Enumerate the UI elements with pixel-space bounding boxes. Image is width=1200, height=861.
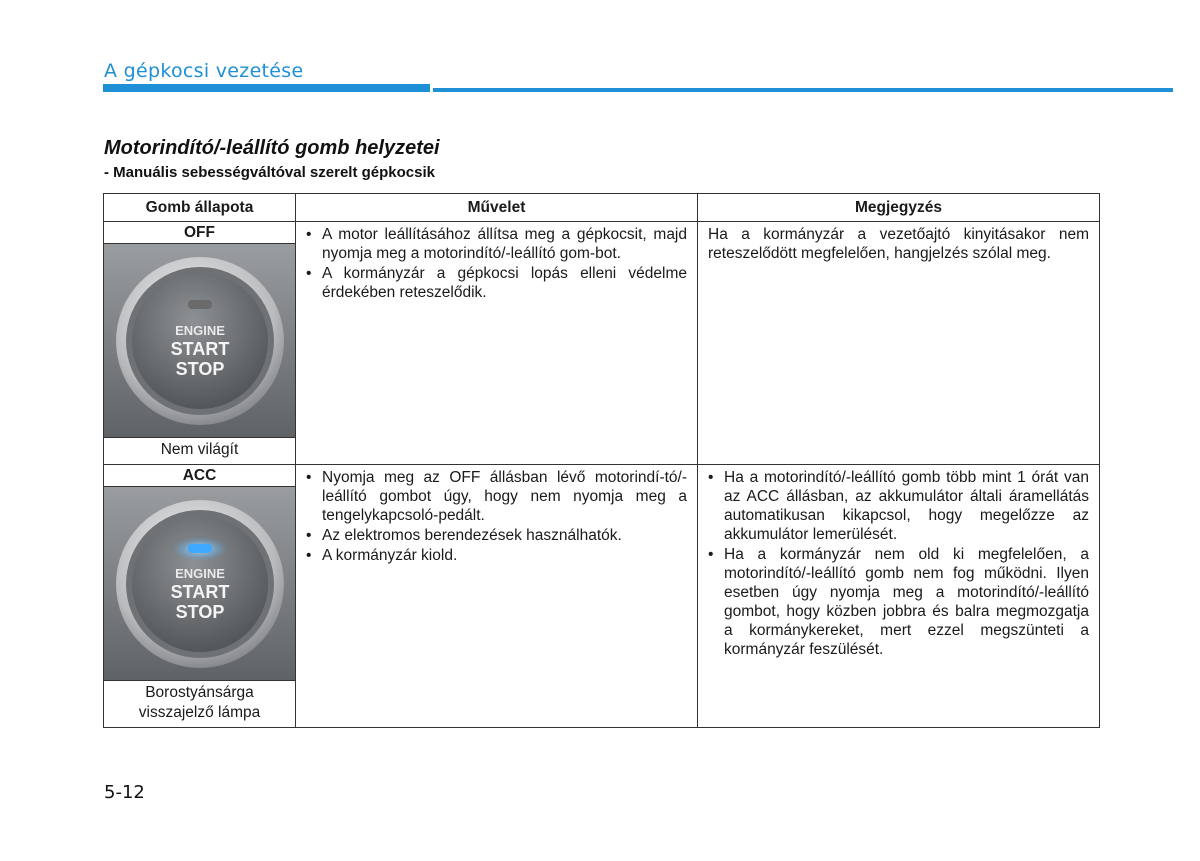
indicator-lamp-off	[188, 300, 212, 309]
engine-start-stop-button-off-image	[104, 244, 295, 438]
button-line-2-off: START	[170, 339, 230, 359]
action-off-1: A motor leállításához állítsa meg a gépkocsit, majd nyomja meg a motorindító/-leállító gom-bot.	[322, 226, 687, 262]
page-number: 5-12	[104, 782, 145, 803]
action-off-2: A kormányzár a gépkocsi lopás elleni védelme érdekében reteszelődik.	[322, 265, 687, 301]
note-cell-off	[698, 222, 1100, 465]
button-line-2-acc: START	[170, 582, 230, 602]
note-off: Ha a kormányzár a vezetőajtó kinyitásakor nem reteszelődött megfelelően, hangjelzés szólal meg.	[708, 226, 1089, 262]
action-cell-acc	[296, 465, 698, 728]
state-label-acc: ACC	[104, 465, 295, 487]
state-caption-off: Nem világít	[160, 441, 239, 458]
button-line-1-off: ENGINE	[175, 323, 225, 338]
list-item: • Nyomja meg az OFF állásban lévő motorindí-tó/-leállító gombot úgy, hogy nem nyomja meg a tengelykapcsoló-pedált.	[306, 469, 687, 524]
table-header-row	[104, 194, 1100, 222]
state-cell-off	[104, 222, 296, 465]
header-note: Megjegyzés	[698, 194, 1100, 222]
list-item: • A kormányzár kiold.	[306, 547, 458, 564]
state-caption-acc: Borostyánsárga visszajelző lámpa	[138, 684, 261, 721]
section-title: Motorindító/-leállító gomb helyzetei	[104, 137, 440, 159]
action-cell-off	[296, 222, 698, 465]
running-header: A gépkocsi vezetése	[104, 60, 304, 82]
action-acc-1: Nyomja meg az OFF állásban lévő motorindí-tó/-leállító gombot úgy, hogy nem nyomja meg a tengelykapcsoló-pedált.	[322, 469, 687, 524]
button-line-1-acc: ENGINE	[175, 566, 225, 581]
list-item: • Az elektromos berendezések használhatók.	[306, 527, 622, 544]
header-action: Művelet	[296, 194, 698, 222]
list-item: • A motor leállításához állítsa meg a gépkocsit, majd nyomja meg a motorindító/-leállító gom-bot.	[306, 226, 687, 262]
engine-button-off-icon	[104, 244, 295, 437]
action-acc-3: A kormányzár kiold.	[322, 547, 458, 564]
button-line-3-acc: STOP	[175, 602, 225, 622]
list-item: • Ha a kormányzár nem old ki megfelelően, a motorindító/-leállító gomb nem fog működni. Ilyen esetben úgy nyomja meg a motorindító/-leállító gombot, hogy közben jobbra és balra megmozgatja a kormánykereket, mert ezzel megszünteti a kormányzár feszülését.	[708, 546, 1089, 658]
header-state: Gomb állapota	[104, 194, 296, 222]
list-item: • A kormányzár a gépkocsi lopás elleni védelme érdekében reteszelődik.	[306, 265, 687, 301]
section-subtitle: - Manuális sebességváltóval szerelt gépkocsik	[104, 164, 435, 181]
action-acc-2: Az elektromos berendezések használhatók.	[322, 527, 622, 544]
table-row-off	[104, 222, 1100, 465]
state-cell-acc	[104, 465, 296, 728]
table-row-acc	[104, 465, 1100, 728]
button-line-3-off: STOP	[175, 359, 225, 379]
button-positions-table	[103, 193, 1100, 728]
header-rule-thin	[433, 88, 1173, 92]
note-acc-2: Ha a kormányzár nem old ki megfelelően, a motorindító/-leállító gomb nem fog működni. Ilyen esetben úgy nyomja meg a motorindító/-leállító gombot, hogy közben jobbra és balra megmozgatja a kormánykereket, mert ezzel megszünteti a kormányzár feszülését.	[724, 546, 1089, 658]
state-label-off: OFF	[104, 222, 295, 244]
header-rule-thick	[103, 84, 430, 92]
indicator-lamp-acc	[188, 544, 212, 553]
note-cell-acc	[698, 465, 1100, 728]
engine-button-acc-icon	[104, 487, 295, 680]
note-acc-1: Ha a motorindító/-leállító gomb több mint 1 órát van az ACC állásban, az akkumulátor általi áramellátás automatikusan kikapcsol, hogy megelőzze az akkumulátor lemerülését.	[724, 469, 1089, 543]
engine-start-stop-button-acc-image	[104, 487, 295, 681]
list-item: • Ha a motorindító/-leállító gomb több mint 1 órát van az ACC állásban, az akkumulátor általi áramellátás automatikusan kikapcsol, hogy megelőzze az akkumulátor lemerülését.	[708, 469, 1089, 543]
